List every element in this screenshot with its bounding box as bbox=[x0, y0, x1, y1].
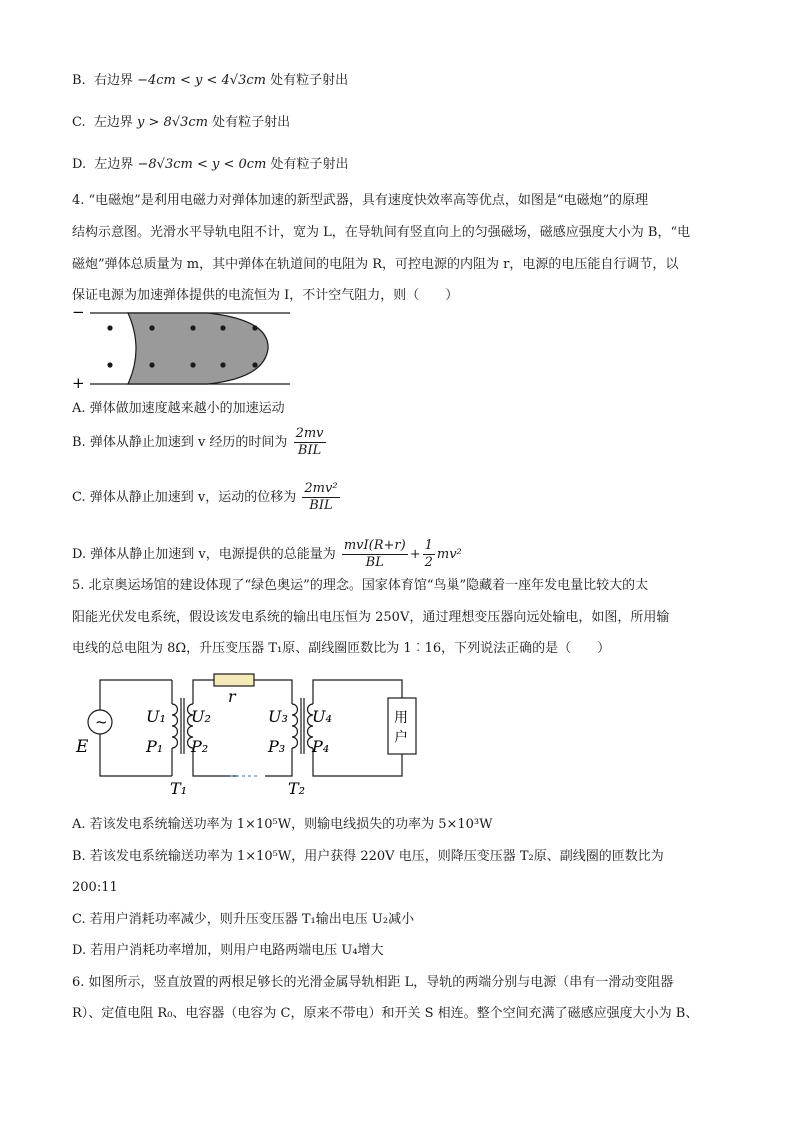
label-user-1: 用 bbox=[394, 710, 408, 726]
q5-stem-line-3: 电线的总电阻为 8Ω，升压变压器 T₁原、副线圈匝数比为 1︰16，下列说法正确的是（ ） bbox=[72, 641, 611, 656]
rail-minus-sign: − bbox=[72, 304, 85, 321]
label-r: r bbox=[228, 687, 236, 706]
label-p1: P₁ bbox=[146, 737, 164, 756]
ac-source-symbol: ~ bbox=[95, 713, 108, 731]
q4-stem-line-3: 磁炮”弹体总质量为 m，其中弹体在轨道间的电阻为 R，可控电源的内阻为 r，电源的电压能自行调节，以 bbox=[72, 257, 679, 272]
q4-option-c-fraction: $\frac{\text{2mv²}}{\text{BIL}}$ bbox=[304, 481, 338, 513]
q3-option-b-math: −4cm < y < 4√3cm bbox=[137, 73, 266, 88]
railgun-diagram bbox=[68, 304, 300, 394]
q3-option-c: C. 左边界 y > 8√3cm 处有粒子射出 bbox=[72, 115, 291, 130]
q4-option-c: C. 弹体从静止加速到 v，运动的位移为 $\frac{\text{2mv²}}{\text{BIL}}$ bbox=[72, 481, 338, 513]
q4-option-d-fraction-1: $\frac{\text{mvI(R+r)}}{BL}$ bbox=[343, 538, 406, 570]
q5-option-b-line-2: 200:11 bbox=[72, 880, 118, 895]
label-u3: U₃ bbox=[268, 707, 288, 726]
q5-option-c: C. 若用户消耗功率减少，则升压变压器 T₁输出电压 U₂减小 bbox=[72, 912, 415, 927]
q4-option-b: B. 弹体从静止加速到 v 经历的时间为 $\frac{2mv}{\text{BIL}}$ bbox=[72, 426, 324, 458]
label-u2: U₂ bbox=[191, 707, 211, 726]
projectile bbox=[128, 313, 268, 384]
label-t1: T₁ bbox=[170, 779, 188, 798]
q6-stem-line-2: R）、定值电阻 R₀、电容器（电容为 C，原来不带电）和开关 S 相连。整个空间充满了磁感应强度大小为 B、 bbox=[72, 1006, 699, 1021]
label-user-2: 户 bbox=[394, 730, 408, 746]
transmission-circuit bbox=[70, 668, 430, 802]
rail-plus-sign: + bbox=[72, 374, 85, 392]
q4-option-d-fraction-2: $\frac{1}{2}$ bbox=[424, 538, 433, 570]
q4-option-b-fraction: $\frac{2mv}{\text{BIL}}$ bbox=[295, 426, 324, 458]
label-p2: P₂ bbox=[191, 737, 209, 756]
q3-option-d: D. 左边界 −8√3cm < y < 0cm 处有粒子射出 bbox=[72, 157, 349, 172]
q4-stem-line-4: 保证电源为加速弹体提供的电流恒为 I，不计空气阻力，则（ ） bbox=[72, 288, 459, 303]
label-u1: U₁ bbox=[146, 707, 166, 726]
label-e: E bbox=[76, 737, 89, 757]
label-p4: P₄ bbox=[312, 737, 330, 756]
q5-option-a: A. 若该发电系统输送功率为 1×10⁵W，则输电线损失的功率为 5×10³W bbox=[72, 817, 493, 832]
label-p3: P₃ bbox=[268, 737, 286, 756]
q3-option-d-math: −8√3cm < y < 0cm bbox=[137, 157, 267, 172]
q5-option-d: D. 若用户消耗功率增加，则用户电路两端电压 U₄增大 bbox=[72, 943, 384, 958]
q3-option-c-math: y > 8√3cm bbox=[137, 115, 208, 130]
q5-option-b-line-1: B. 若该发电系统输送功率为 1×10⁵W，用户获得 220V 电压，则降压变压器 T₂原、副线圈的匝数比为 bbox=[72, 849, 664, 864]
q5-stem-line-1: 5. 北京奥运场馆的建设体现了“绿色奥运”的理念。国家体育馆“鸟巢”隐藏着一座年发电量比较大的太 bbox=[72, 578, 649, 593]
q4-option-d: D. 弹体从静止加速到 v，电源提供的总能量为 $\frac{\text{mvI(R+r)}}{BL}$ + $\frac{1}{2}$ mv² bbox=[72, 538, 462, 570]
q4-stem-line-2: 结构示意图。光滑水平导轨电阻不计，宽为 L，在导轨间有竖直向上的匀强磁场，磁感应强度大小为 B，“电 bbox=[72, 225, 691, 240]
q5-stem-line-2: 阳能光伏发电系统，假设该发电系统的输出电压恒为 250V，通过理想变压器向远处输电，如图，所用输 bbox=[72, 610, 670, 625]
q4-option-a: A. 弹体做加速度越来越小的加速运动 bbox=[72, 401, 285, 416]
label-u4: U₄ bbox=[312, 707, 332, 726]
q3-option-b: B. 右边界 −4cm < y < 4√3cm 处有粒子射出 bbox=[72, 73, 349, 88]
label-t2: T₂ bbox=[288, 779, 306, 798]
q6-stem-line-1: 6. 如图所示，竖直放置的两根足够长的光滑金属导轨相距 L，导轨的两端分别与电源（串有一滑动变阻器 bbox=[72, 975, 674, 990]
q4-stem-line-1: 4. “电磁炮”是利用电磁力对弹体加速的新型武器，具有速度快效率高等优点，如图是“电磁炮”的原理 bbox=[72, 193, 649, 208]
